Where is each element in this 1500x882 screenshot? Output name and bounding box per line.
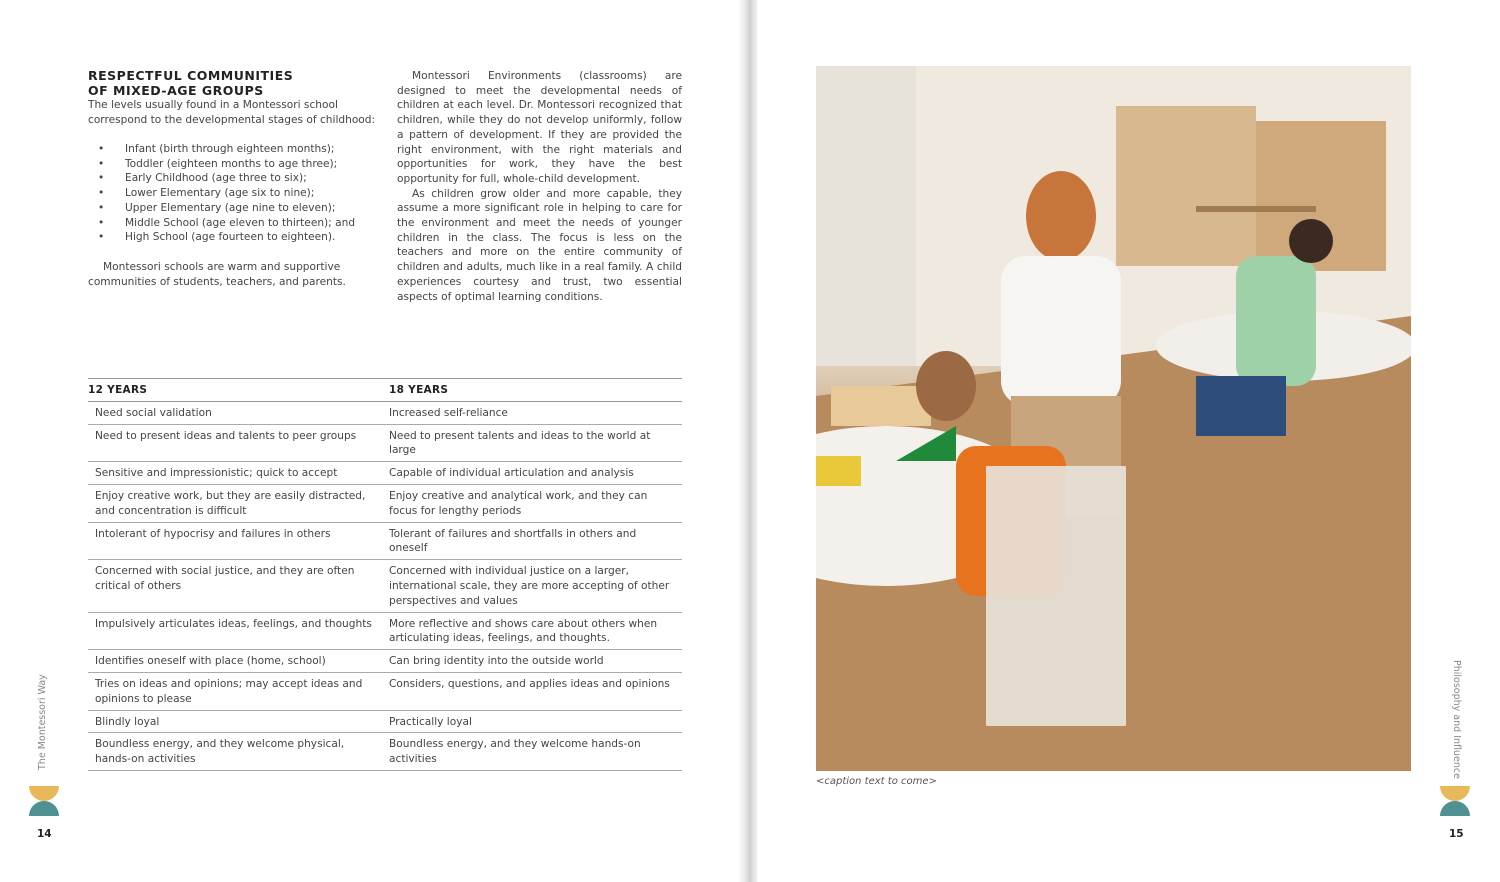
page-number: 15 xyxy=(1449,828,1464,840)
table-cell: Concerned with individual justice on a larger, international scale, they are more accepting of other perspectives and values xyxy=(385,560,682,612)
table-row xyxy=(88,672,682,710)
table-cell: Boundless energy, and they welcome hands-on activities xyxy=(385,733,682,771)
paragraph: Montessori Environments (classrooms) are designed to meet the developmental needs of children at each level. Dr. Montessori recognized that children, while they do not develop uniformly, follow a pattern of development. If they are provided the right environment, with the right materials and opportunities for work, they have the best opportunity for full, whole-child development. xyxy=(397,70,682,185)
table-cell: Tries on ideas and opinions; may accept ideas and opinions to please xyxy=(88,672,385,710)
table-row xyxy=(88,522,682,560)
table-cell: Increased self-reliance xyxy=(385,401,682,424)
table-cell: Practically loyal xyxy=(385,710,682,733)
emblem-icon xyxy=(29,786,59,816)
table-row xyxy=(88,462,682,485)
intro-paragraph: The levels usually found in a Montessori school correspond to the developmental stages of childhood: xyxy=(88,99,376,126)
table-cell: Enjoy creative and analytical work, and they can focus for lengthy periods xyxy=(385,484,682,522)
table-cell: More reflective and shows care about others when articulating ideas, feelings, and thoughts. xyxy=(385,612,682,650)
section-heading xyxy=(88,69,293,98)
classroom-photo xyxy=(816,66,1411,771)
age-comparison-table xyxy=(88,378,682,771)
table-cell: Impulsively articulates ideas, feelings, and thoughts xyxy=(88,612,385,650)
list-item: • High School (age fourteen to eighteen). xyxy=(98,230,355,245)
table-cell: Considers, questions, and applies ideas and opinions xyxy=(385,672,682,710)
page-number: 14 xyxy=(37,828,52,840)
column-header: 18 YEARS xyxy=(385,379,682,402)
table-cell: Need to present talents and ideas to the world at large xyxy=(385,424,682,462)
table-cell: Sensitive and impressionistic; quick to accept xyxy=(88,462,385,485)
table-row xyxy=(88,401,682,424)
list-item: • Middle School (age eleven to thirteen); and xyxy=(98,216,355,231)
left-page xyxy=(0,0,745,882)
list-item: • Infant (birth through eighteen months); xyxy=(98,142,355,157)
table-row xyxy=(88,710,682,733)
list-item: • Lower Elementary (age six to nine); xyxy=(98,186,355,201)
table-row xyxy=(88,484,682,522)
closing-paragraph: Montessori schools are warm and supportive communities of students, teachers, and parents. xyxy=(88,261,346,288)
column-header: 12 YEARS xyxy=(88,379,385,402)
table-cell: Tolerant of failures and shortfalls in others and oneself xyxy=(385,522,682,560)
photo-caption: <caption text to come> xyxy=(816,776,937,787)
table-cell: Enjoy creative work, but they are easily distracted, and concentration is difficult xyxy=(88,484,385,522)
emblem-icon xyxy=(1440,786,1470,816)
table-cell: Blindly loyal xyxy=(88,710,385,733)
paragraph: As children grow older and more capable, they assume a more significant role in helping to care for the environment and meet the needs of younger children in the class. The focus is less on the teachers and more on the entire community of children and adults, much like in a real family. A child experiences courtesy and trust, two essential aspects of optimal learning conditions. xyxy=(397,187,682,303)
table-row xyxy=(88,650,682,673)
heading-line: OF MIXED-AGE GROUPS xyxy=(88,82,264,98)
table-row xyxy=(88,560,682,612)
heading-line: RESPECTFUL COMMUNITIES xyxy=(88,68,294,83)
list-item: • Toddler (eighteen months to age three); xyxy=(98,157,355,172)
levels-list xyxy=(98,142,355,245)
list-item: • Upper Elementary (age nine to eleven); xyxy=(98,201,355,216)
running-head: The Montessori Way xyxy=(37,674,48,770)
running-head: Philosophy and Influence xyxy=(1451,660,1462,779)
table-row xyxy=(88,424,682,462)
table-cell: Identifies oneself with place (home, school) xyxy=(88,650,385,673)
table-row xyxy=(88,612,682,650)
table-cell: Boundless energy, and they welcome physical, hands-on activities xyxy=(88,733,385,771)
table-cell: Concerned with social justice, and they are often critical of others xyxy=(88,560,385,612)
table-cell: Can bring identity into the outside world xyxy=(385,650,682,673)
table-cell: Intolerant of hypocrisy and failures in others xyxy=(88,522,385,560)
list-item: • Early Childhood (age three to six); xyxy=(98,171,355,186)
table-cell: Need to present ideas and talents to peer groups xyxy=(88,424,385,462)
table-cell: Need social validation xyxy=(88,401,385,424)
second-column xyxy=(397,69,682,304)
table-row xyxy=(88,733,682,771)
table-cell: Capable of individual articulation and analysis xyxy=(385,462,682,485)
